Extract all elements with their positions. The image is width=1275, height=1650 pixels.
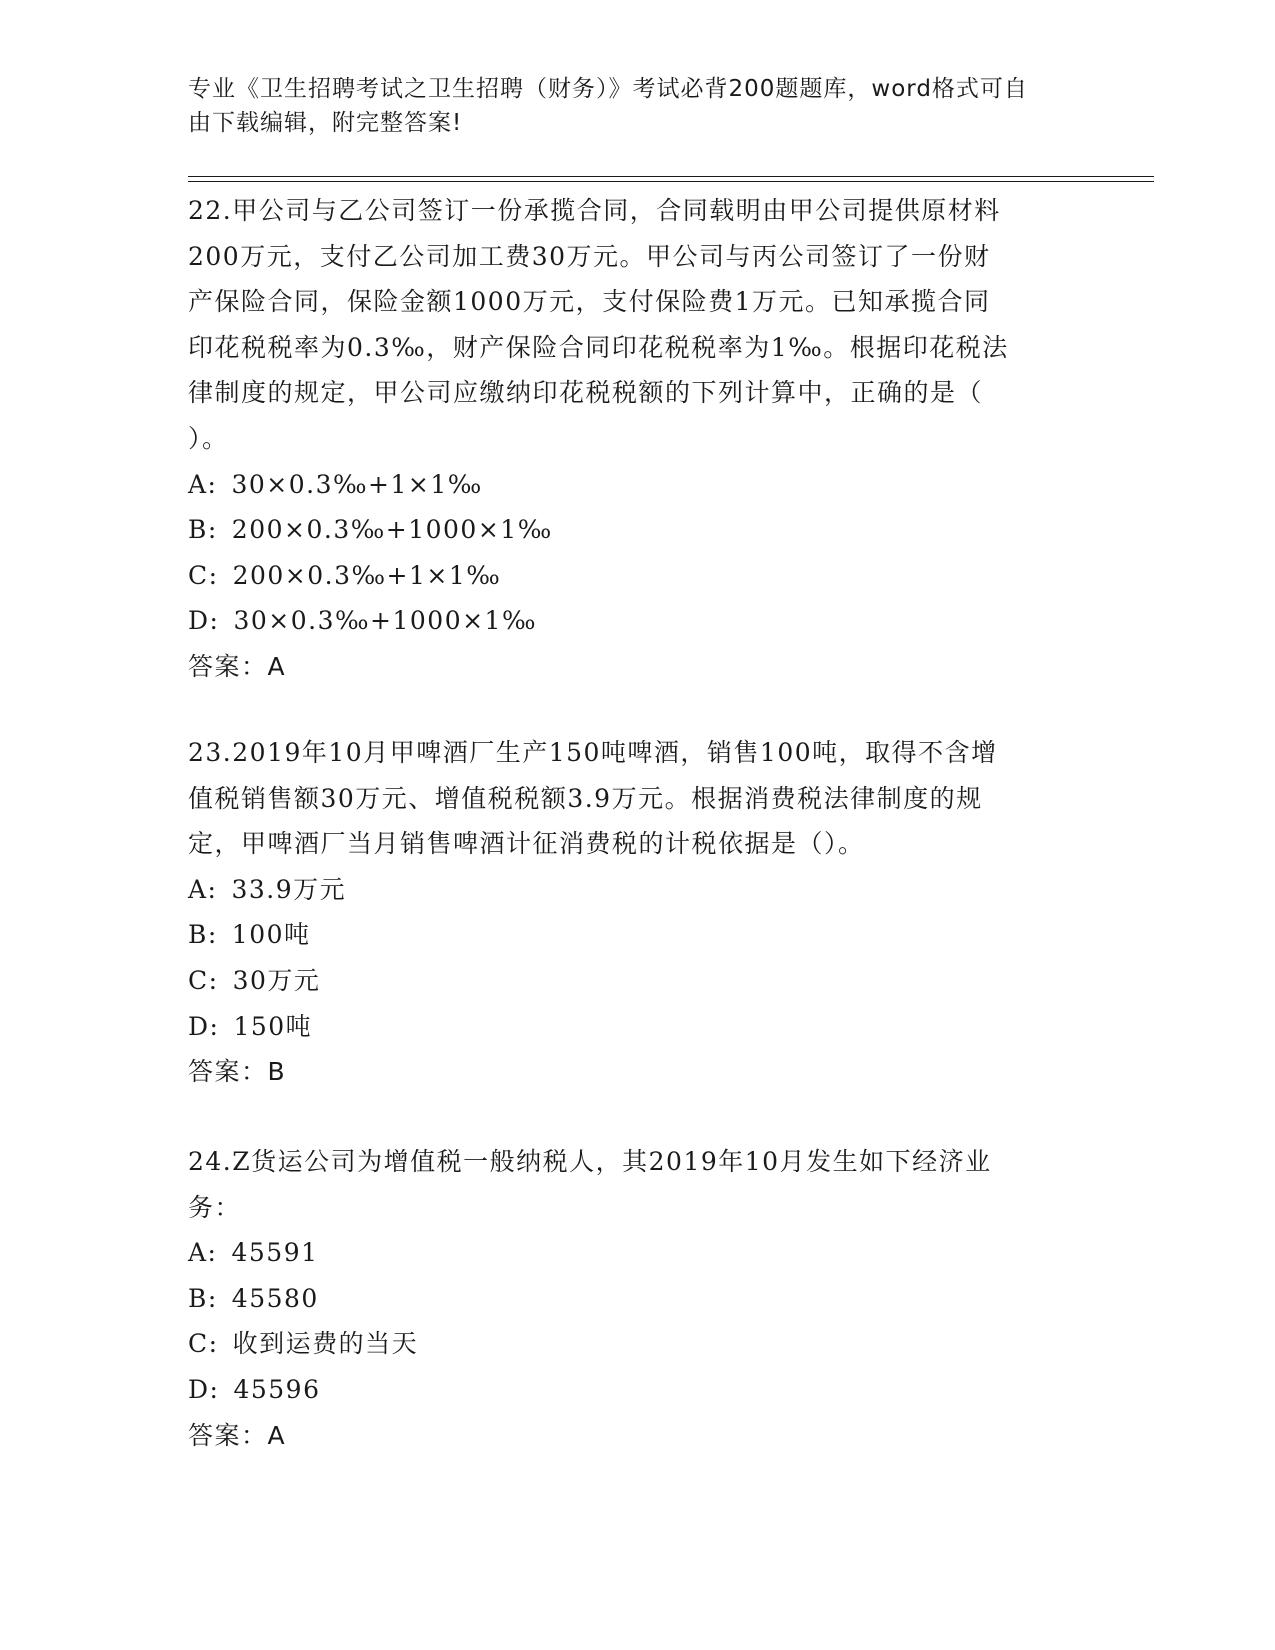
option-c — [188, 553, 1088, 599]
option-d — [188, 598, 1088, 644]
option-text: 200×0.3‰+1×1‰ — [232, 560, 502, 590]
option-text: 45591 — [231, 1238, 319, 1268]
answer-line: 答案：A — [188, 651, 287, 681]
document-header — [188, 72, 1088, 140]
option-key: C: — [188, 560, 219, 590]
answer-line: 答案：B — [188, 1057, 287, 1087]
option-d — [188, 1004, 1088, 1050]
option-key: C: — [188, 1329, 219, 1359]
header-divider-top — [188, 176, 1154, 177]
question-line: 产保险合同，保险金额1000万元，支付保险费1万元。已知承揽合同 — [188, 287, 991, 317]
question-line: 印花税税率为0.3‰，财产保险合同印花税税率为1‰。根据印花税法 — [188, 332, 1009, 362]
option-key: D: — [188, 606, 220, 636]
option-key: A: — [188, 469, 218, 499]
option-a — [188, 462, 1088, 508]
option-text: 收到运费的当天 — [232, 1329, 419, 1359]
option-b — [188, 912, 1088, 958]
option-text: 30×0.3‰+1×1‰ — [231, 469, 483, 499]
question-line: 200万元，支付乙公司加工费30万元。甲公司与丙公司签订了一份财 — [188, 241, 991, 271]
header-line-2: 由下载编辑，附完整答案! — [188, 110, 463, 136]
question-line: 律制度的规定，甲公司应缴纳印花税税额的下列计算中，正确的是（ — [188, 378, 984, 408]
option-c — [188, 958, 1088, 1004]
option-key: B: — [188, 515, 218, 545]
question-24 — [188, 1139, 1088, 1458]
header-divider-bottom — [188, 181, 1154, 182]
option-key: C: — [188, 965, 219, 995]
question-line: 务： — [188, 1192, 242, 1222]
option-text: 200×0.3‰+1000×1‰ — [231, 515, 553, 545]
header-line-1: 专业《卫生招聘考试之卫生招聘（财务）》考试必背200题题库，word格式可自 — [188, 76, 1028, 102]
question-22 — [188, 188, 1088, 690]
option-key: D: — [188, 1374, 220, 1404]
option-a — [188, 1230, 1088, 1276]
question-line: 22.甲公司与乙公司签订一份承揽合同，合同载明由甲公司提供原材料 — [188, 196, 1001, 225]
option-text: 45580 — [231, 1283, 319, 1313]
option-c — [188, 1321, 1088, 1367]
option-b — [188, 1276, 1088, 1322]
option-b — [188, 507, 1088, 553]
option-text: 30×0.3‰+1000×1‰ — [233, 606, 537, 636]
option-a — [188, 867, 1088, 913]
option-text: 100吨 — [231, 920, 311, 950]
option-text: 45596 — [233, 1374, 321, 1404]
question-line: 23.2019年10月甲啤酒厂生产150吨啤酒，销售100吨，取得不含增 — [188, 738, 998, 767]
option-key: A: — [188, 1238, 218, 1268]
option-text: 30万元 — [232, 965, 321, 995]
question-line: 定，甲啤酒厂当月销售啤酒计征消费税的计税依据是（）。 — [188, 829, 865, 859]
option-d — [188, 1367, 1088, 1413]
question-line: 24.Z货运公司为增值税一般纳税人，其2019年10月发生如下经济业 — [188, 1147, 992, 1176]
option-key: B: — [188, 920, 218, 950]
option-key: D: — [188, 1011, 220, 1041]
option-key: A: — [188, 874, 218, 904]
question-line: ）。 — [188, 423, 229, 453]
question-line: 值税销售额30万元、增值税税额3.9万元。根据消费税法律制度的规 — [188, 783, 983, 813]
question-23 — [188, 730, 1088, 1095]
answer-line: 答案：A — [188, 1420, 287, 1450]
option-text: 150吨 — [233, 1011, 313, 1041]
option-key: B: — [188, 1283, 218, 1313]
option-text: 33.9万元 — [231, 874, 347, 904]
